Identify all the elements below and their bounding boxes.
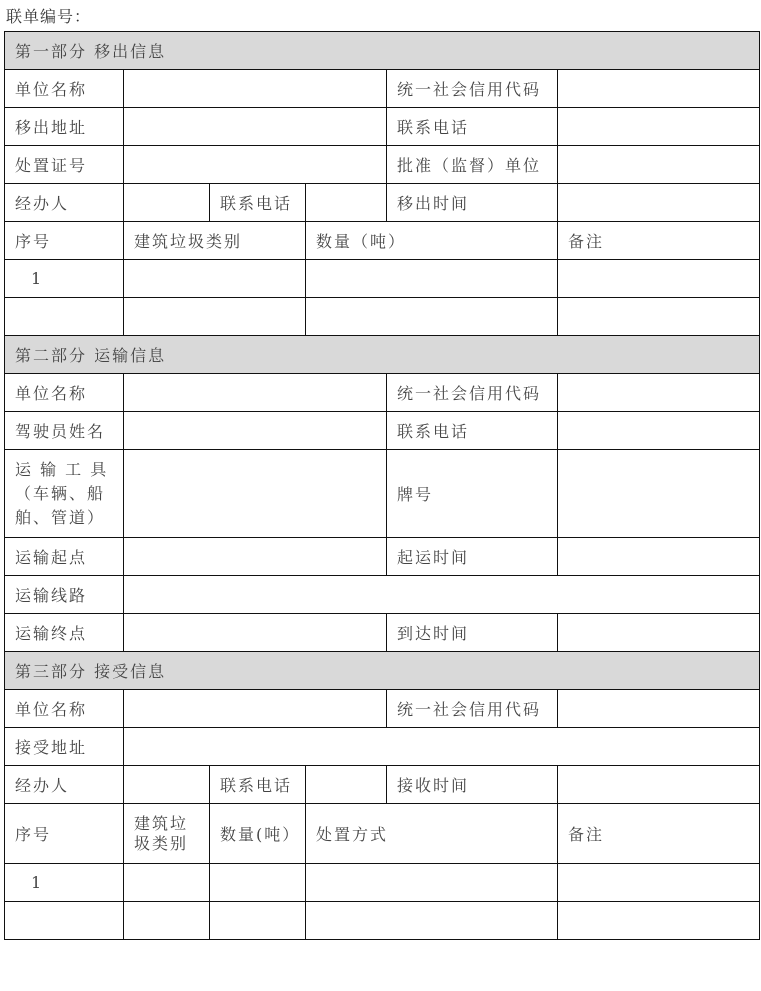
form-number-label: 联单编号： <box>6 7 92 26</box>
s3-row1-index: 1 <box>5 864 124 902</box>
s2-arrival-time-label: 到达时间 <box>387 614 558 652</box>
s1-move-address-label: 移出地址 <box>5 108 124 146</box>
s1-disposal-cert-field[interactable] <box>124 146 387 184</box>
s3-credit-code-field[interactable] <box>558 690 760 728</box>
s3-receive-time-field[interactable] <box>558 766 760 804</box>
s3-col-index: 序号 <box>5 804 124 864</box>
s3-receive-time-label: 接收时间 <box>387 766 558 804</box>
s1-unit-name-label: 单位名称 <box>5 70 124 108</box>
s2-route-field[interactable] <box>124 576 760 614</box>
s3-credit-code-label: 统一社会信用代码 <box>387 690 558 728</box>
s2-start-point-field[interactable] <box>124 538 387 576</box>
s2-credit-code-field[interactable] <box>558 374 760 412</box>
table-row <box>5 260 760 298</box>
s1-credit-code-label: 统一社会信用代码 <box>387 70 558 108</box>
s3-receive-address-field[interactable] <box>124 728 760 766</box>
s3-row2-remark[interactable] <box>558 902 760 940</box>
s1-approval-unit-field[interactable] <box>558 146 760 184</box>
s3-row2-index <box>5 902 124 940</box>
s2-driver-name-label: 驾驶员姓名 <box>5 412 124 450</box>
s2-driver-name-field[interactable] <box>124 412 387 450</box>
s2-start-point-label: 运输起点 <box>5 538 124 576</box>
s3-handler-field[interactable] <box>124 766 210 804</box>
s1-phone-label: 联系电话 <box>387 108 558 146</box>
s2-route-label: 运输线路 <box>5 576 124 614</box>
s3-row2-method[interactable] <box>306 902 558 940</box>
s1-row2-quantity[interactable] <box>306 298 558 336</box>
section2-title: 第二部分 运输信息 <box>5 336 760 374</box>
table-row <box>5 864 760 902</box>
s3-handler-label: 经办人 <box>5 766 124 804</box>
s1-row1-index: 1 <box>5 260 124 298</box>
s1-col-quantity: 数量（吨） <box>306 222 558 260</box>
s2-end-point-field[interactable] <box>124 614 387 652</box>
s3-col-method: 处置方式 <box>306 804 558 864</box>
section1-title: 第一部分 移出信息 <box>5 32 760 70</box>
s1-approval-unit-label: 批准（监督）单位 <box>387 146 558 184</box>
s2-start-time-label: 起运时间 <box>387 538 558 576</box>
section3-title: 第三部分 接受信息 <box>5 652 760 690</box>
s1-col-index: 序号 <box>5 222 124 260</box>
s1-move-time-label: 移出时间 <box>387 184 558 222</box>
s1-handler-field[interactable] <box>124 184 210 222</box>
s1-credit-code-field[interactable] <box>558 70 760 108</box>
s2-unit-name-field[interactable] <box>124 374 387 412</box>
s2-start-time-field[interactable] <box>558 538 760 576</box>
s1-handler-phone-label: 联系电话 <box>210 184 306 222</box>
s3-col-category: 建筑垃圾类别 <box>124 804 210 864</box>
s3-row1-method[interactable] <box>306 864 558 902</box>
s1-row2-index <box>5 298 124 336</box>
s1-col-category: 建筑垃圾类别 <box>124 222 306 260</box>
s2-phone-label: 联系电话 <box>387 412 558 450</box>
s3-col-quantity: 数量(吨） <box>210 804 306 864</box>
s2-arrival-time-field[interactable] <box>558 614 760 652</box>
s1-disposal-cert-label: 处置证号 <box>5 146 124 184</box>
s2-credit-code-label: 统一社会信用代码 <box>387 374 558 412</box>
s1-row2-category[interactable] <box>124 298 306 336</box>
s1-col-remark: 备注 <box>558 222 760 260</box>
s1-row1-quantity[interactable] <box>306 260 558 298</box>
s1-unit-name-field[interactable] <box>124 70 387 108</box>
s1-handler-phone-field[interactable] <box>306 184 387 222</box>
s1-row1-remark[interactable] <box>558 260 760 298</box>
s1-row1-category[interactable] <box>124 260 306 298</box>
s2-plate-field[interactable] <box>558 450 760 538</box>
s3-col-remark: 备注 <box>558 804 760 864</box>
s1-phone-field[interactable] <box>558 108 760 146</box>
s1-row2-remark[interactable] <box>558 298 760 336</box>
s1-handler-label: 经办人 <box>5 184 124 222</box>
s1-move-time-field[interactable] <box>558 184 760 222</box>
s2-phone-field[interactable] <box>558 412 760 450</box>
table-row <box>5 298 760 336</box>
waste-transfer-form <box>4 31 760 940</box>
s3-row2-category[interactable] <box>124 902 210 940</box>
s1-move-address-field[interactable] <box>124 108 387 146</box>
s3-unit-name-label: 单位名称 <box>5 690 124 728</box>
s3-receive-address-label: 接受地址 <box>5 728 124 766</box>
s3-unit-name-field[interactable] <box>124 690 387 728</box>
s2-unit-name-label: 单位名称 <box>5 374 124 412</box>
s3-row2-quantity[interactable] <box>210 902 306 940</box>
s3-handler-phone-field[interactable] <box>306 766 387 804</box>
s2-vehicle-label: 运 输 工 具 （车辆、船舶、管道） <box>5 450 124 538</box>
s3-row1-remark[interactable] <box>558 864 760 902</box>
s2-plate-label: 牌号 <box>387 450 558 538</box>
s3-row1-category[interactable] <box>124 864 210 902</box>
s3-row1-quantity[interactable] <box>210 864 306 902</box>
s3-handler-phone-label: 联系电话 <box>210 766 306 804</box>
table-row <box>5 902 760 940</box>
s2-end-point-label: 运输终点 <box>5 614 124 652</box>
s2-vehicle-field[interactable] <box>124 450 387 538</box>
